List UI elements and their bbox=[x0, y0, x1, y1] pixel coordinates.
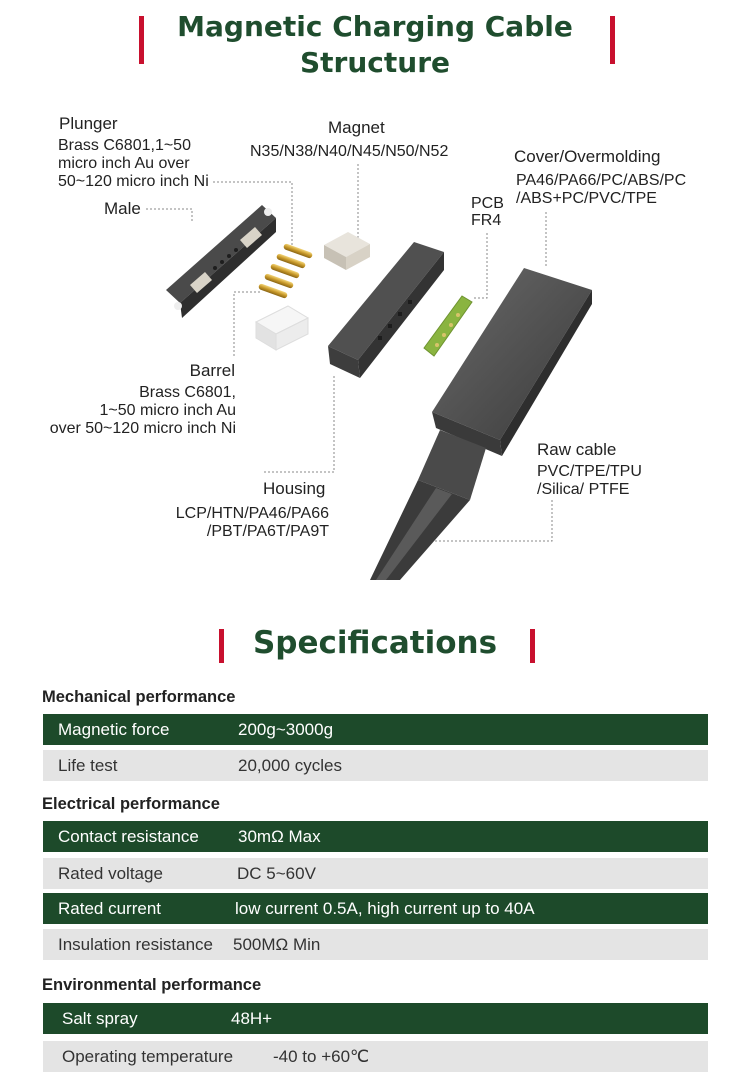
pcb-part bbox=[424, 296, 472, 356]
spec-row-salt-spray bbox=[43, 1003, 708, 1034]
plunger-spec-1: Brass C6801,1~50 bbox=[58, 137, 191, 154]
housing-leader bbox=[264, 376, 334, 472]
cover-label: Cover/Overmolding bbox=[514, 147, 661, 166]
barrel-label: Barrel bbox=[189, 361, 235, 380]
spec-row-operating-temperature bbox=[43, 1041, 708, 1072]
plunger-label: Plunger bbox=[59, 114, 118, 133]
spec-row-insulation-resistance bbox=[43, 929, 708, 960]
specs-title: Specifications bbox=[252, 625, 498, 661]
male-label: Male bbox=[104, 199, 141, 218]
cover-spec-1: PA46/PA66/PC/ABS/PC bbox=[516, 172, 687, 189]
pcb-label: PCB bbox=[471, 195, 504, 212]
pcb-spec: FR4 bbox=[471, 212, 502, 229]
spec-label: Life test bbox=[58, 755, 118, 775]
magnet-label: Magnet bbox=[328, 118, 385, 137]
spec-row-magnetic-force bbox=[43, 714, 708, 745]
spec-value: 20,000 cycles bbox=[238, 755, 342, 775]
mechanical-heading: Mechanical performance bbox=[42, 688, 236, 706]
spec-row-rated-voltage bbox=[43, 858, 708, 889]
spec-row-contact-resistance bbox=[43, 821, 708, 852]
barrel-spec-1: Brass C6801, bbox=[139, 384, 236, 401]
spec-label: Magnetic force bbox=[58, 719, 170, 739]
spec-label: Operating temperature bbox=[62, 1046, 234, 1066]
barrel-spec-3: over 50~120 micro inch Ni bbox=[49, 420, 236, 437]
male-leader bbox=[146, 209, 192, 222]
spec-row-life-test bbox=[43, 750, 708, 781]
male-connector-part bbox=[166, 205, 276, 318]
plunger-pins-part bbox=[258, 243, 313, 299]
spec-value: DC 5~60V bbox=[237, 863, 316, 883]
page-title-line2: Structure bbox=[299, 46, 450, 79]
magnet-part bbox=[324, 232, 370, 270]
barrel-part bbox=[256, 306, 308, 350]
spec-value: 200g~3000g bbox=[238, 719, 334, 739]
electrical-heading: Electrical performance bbox=[42, 795, 220, 813]
magnet-spec: N35/N38/N40/N45/N50/N52 bbox=[250, 143, 449, 160]
housing-label: Housing bbox=[263, 479, 326, 498]
spec-label: Rated current bbox=[58, 898, 161, 918]
raw-cable-label: Raw cable bbox=[537, 440, 617, 459]
spec-value: 30mΩ Max bbox=[238, 826, 321, 846]
page-title-line1: Magnetic Charging Cable bbox=[177, 10, 573, 43]
housing-spec-1: LCP/HTN/PA46/PA66 bbox=[175, 505, 329, 522]
spec-label: Salt spray bbox=[62, 1008, 138, 1028]
pcb-leader bbox=[472, 233, 487, 298]
raw-cable-spec-1: PVC/TPE/TPU bbox=[537, 463, 642, 480]
spec-value: -40 to +60℃ bbox=[273, 1046, 370, 1066]
spec-label: Rated voltage bbox=[58, 863, 163, 883]
plunger-spec-2: micro inch Au over bbox=[58, 155, 190, 172]
raw-cable-spec-2: /Silica/ PTFE bbox=[537, 481, 630, 498]
spec-value: low current 0.5A, high current up to 40A bbox=[235, 898, 535, 918]
barrel-spec-2: 1~50 micro inch Au bbox=[99, 402, 236, 419]
spec-value: 500MΩ Min bbox=[233, 934, 321, 954]
spec-row-rated-current bbox=[43, 893, 708, 924]
plunger-spec-3: 50~120 micro inch Ni bbox=[58, 173, 209, 190]
cover-spec-2: /ABS+PC/PVC/TPE bbox=[516, 190, 657, 207]
raw-cable-part bbox=[370, 480, 470, 580]
environmental-heading: Environmental performance bbox=[42, 976, 262, 994]
spec-label: Contact resistance bbox=[58, 826, 199, 846]
housing-spec-2: /PBT/PA6T/PA9T bbox=[206, 523, 329, 540]
spec-value: 48H+ bbox=[231, 1008, 273, 1028]
spec-label: Insulation resistance bbox=[58, 934, 213, 954]
